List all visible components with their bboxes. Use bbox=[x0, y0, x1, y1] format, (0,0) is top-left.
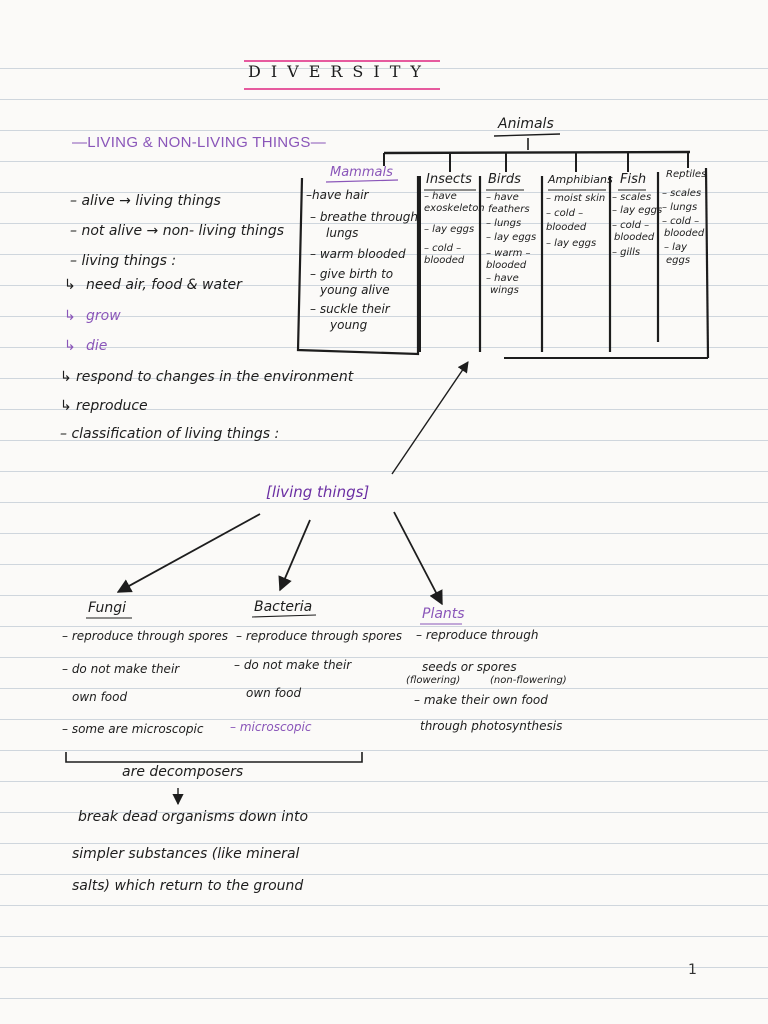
mammals-item: young alive bbox=[320, 283, 390, 297]
bacteria-item: – reproduce through spores bbox=[236, 629, 403, 643]
note-reproduce: reproduce bbox=[76, 398, 148, 414]
arrow-glyph: ↳ bbox=[64, 308, 76, 324]
reptiles-item: – lay bbox=[664, 242, 688, 253]
bacteria-item: – microscopic bbox=[230, 720, 312, 734]
note-need: need air, food & water bbox=[86, 277, 242, 293]
fungi-item: – some are microscopic bbox=[62, 722, 204, 736]
fish-item: blooded bbox=[614, 232, 655, 243]
plants-item: – make their own food bbox=[414, 693, 548, 707]
mammals-item: lungs bbox=[326, 226, 359, 240]
reptiles-item: – scales bbox=[662, 188, 702, 199]
decomposers-label: are decomposers bbox=[122, 764, 244, 780]
note-grow: grow bbox=[86, 308, 121, 324]
arrow-glyph: ↳ bbox=[60, 369, 72, 385]
decomposers-bracket bbox=[66, 752, 362, 762]
reptiles-item: eggs bbox=[666, 255, 691, 266]
fish-item: – scales bbox=[612, 192, 652, 203]
mammals-underline bbox=[326, 180, 398, 182]
animals-branch-bar bbox=[384, 152, 690, 153]
mammals-item: young bbox=[330, 318, 368, 332]
birds-item: – lungs bbox=[486, 218, 522, 229]
amphibians-item: blooded bbox=[546, 222, 587, 233]
group-birds-title: Birds bbox=[488, 172, 521, 187]
bacteria-item: own food bbox=[246, 686, 302, 700]
birds-item: – warm – bbox=[486, 248, 531, 259]
birds-item: – lay eggs bbox=[486, 232, 537, 243]
birds-item: – have bbox=[486, 192, 519, 203]
insects-item: exoskeleton bbox=[424, 203, 485, 214]
note-classification: – classification of living things : bbox=[60, 426, 280, 442]
fungi-item: own food bbox=[72, 690, 128, 704]
page-number: 1 bbox=[688, 962, 697, 978]
decomposers-line: salts) which return to the ground bbox=[72, 878, 304, 894]
mammals-item: –have hair bbox=[306, 188, 369, 202]
reptiles-item: blooded bbox=[664, 228, 705, 239]
mammals-item: – breathe through bbox=[310, 210, 419, 224]
mammals-item: – warm blooded bbox=[310, 247, 406, 261]
fish-item: – cold – bbox=[612, 220, 650, 231]
amphibians-item: – cold – bbox=[546, 208, 584, 219]
mammals-item: – give birth to bbox=[310, 267, 394, 281]
note-die: die bbox=[86, 338, 108, 354]
insects-item: blooded bbox=[424, 255, 465, 266]
decomposers-line: break dead organisms down into bbox=[78, 809, 309, 825]
mammals-item: – suckle their bbox=[310, 302, 390, 316]
arrow-to-fungi bbox=[118, 514, 260, 592]
arrow-glyph: ↳ bbox=[64, 277, 76, 293]
animals-title: Animals bbox=[498, 116, 554, 132]
insects-item: – lay eggs bbox=[424, 224, 475, 235]
fish-item: – gills bbox=[612, 247, 641, 258]
birds-item: feathers bbox=[488, 204, 530, 215]
arrow-to-bacteria bbox=[280, 520, 310, 590]
arrow-glyph: ↳ bbox=[60, 398, 72, 414]
living-things-label: [living things] bbox=[266, 483, 370, 501]
note-respond: respond to changes in the environment bbox=[76, 369, 354, 385]
birds-item: blooded bbox=[486, 260, 527, 271]
birds-item: – have bbox=[486, 273, 519, 284]
note-living-things: – living things : bbox=[70, 253, 177, 269]
bacteria-item: – do not make their bbox=[234, 658, 352, 672]
group-reptiles-title: Reptiles bbox=[666, 169, 707, 180]
birds-item: wings bbox=[490, 285, 519, 296]
amphibians-item: – lay eggs bbox=[546, 238, 597, 249]
fish-item: – lay eggs bbox=[612, 205, 663, 216]
reptiles-item: – lungs bbox=[662, 202, 698, 213]
bacteria-title: Bacteria bbox=[254, 599, 313, 615]
page-title: DIVERSITY bbox=[248, 62, 431, 81]
plants-item: seeds or spores bbox=[422, 660, 517, 674]
group-amphibians-title: Amphibians bbox=[548, 173, 613, 186]
note-alive: – alive → living things bbox=[70, 193, 221, 209]
insects-item: – cold – bbox=[424, 243, 462, 254]
arrow-to-animals bbox=[392, 362, 468, 474]
plants-title: Plants bbox=[422, 606, 465, 622]
group-fish-title: Fish bbox=[620, 172, 647, 187]
fungi-title: Fungi bbox=[88, 600, 127, 616]
animals-underline bbox=[494, 134, 560, 136]
amphibians-item: – moist skin bbox=[546, 193, 606, 204]
plants-item: (non-flowering) bbox=[490, 675, 567, 686]
plants-item: – reproduce through bbox=[416, 628, 539, 642]
section-heading: —LIVING & NON-LIVING THINGS— bbox=[72, 134, 326, 151]
reptiles-item: – cold – bbox=[662, 216, 700, 227]
fungi-item: – reproduce through spores bbox=[62, 629, 229, 643]
col-sep bbox=[706, 168, 708, 358]
decomposers-line: simpler substances (like mineral bbox=[72, 846, 300, 862]
note-not-alive: – not alive → non- living things bbox=[70, 223, 284, 239]
arrow-glyph: ↳ bbox=[64, 338, 76, 354]
plants-item: (flowering) bbox=[406, 675, 461, 686]
arrow-to-plants bbox=[394, 512, 442, 604]
bacteria-underline bbox=[252, 615, 316, 617]
insects-item: – have bbox=[424, 191, 457, 202]
group-insects-title: Insects bbox=[426, 172, 472, 187]
mammals-box bbox=[298, 176, 418, 354]
fungi-item: – do not make their bbox=[62, 662, 180, 676]
group-mammals-title: Mammals bbox=[330, 165, 393, 180]
plants-item: through photosynthesis bbox=[420, 719, 563, 733]
